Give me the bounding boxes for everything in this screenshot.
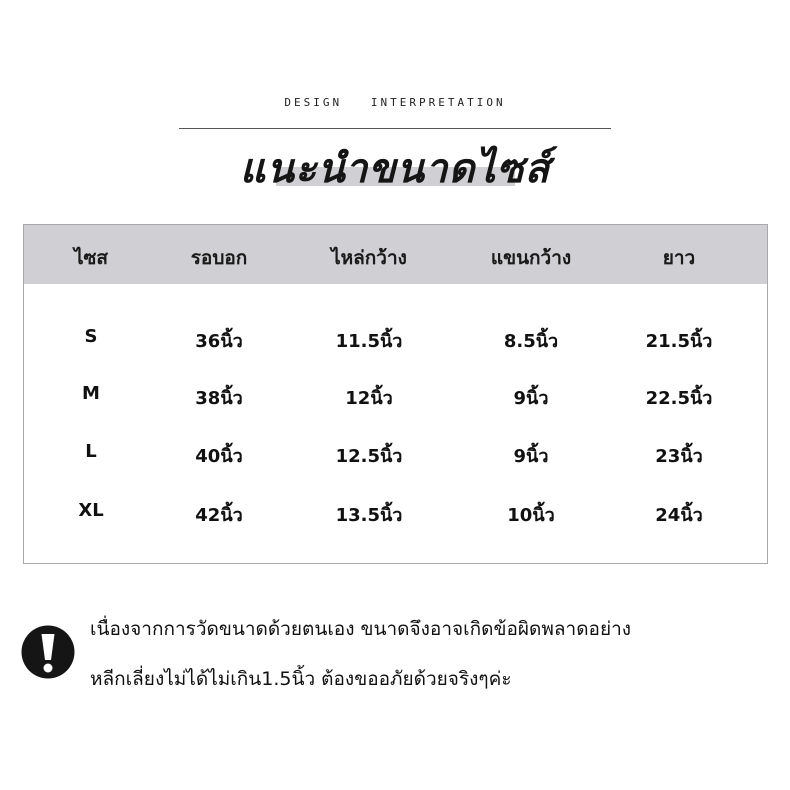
length-cell: 24นิ้ว xyxy=(655,505,703,526)
size-cell: S xyxy=(84,326,98,347)
chest-cell: 38นิ้ว xyxy=(195,388,243,409)
header-size: ไซส xyxy=(73,247,109,269)
size-table xyxy=(23,224,768,564)
chest-cell: 36นิ้ว xyxy=(195,331,243,352)
exclamation-icon xyxy=(21,625,75,679)
header-length: ยาว xyxy=(662,247,696,269)
notice-text-line-2: หลีกเลี่ยงไม่ได้ไม่เกิน1.5นิ้ว ต้องขออภัยด้วยจริงๆค่ะ xyxy=(90,668,512,690)
length-cell: 21.5นิ้ว xyxy=(645,331,713,352)
design-subtitle: DESIGN INTERPRETATION xyxy=(284,96,506,109)
shoulder-cell: 12นิ้ว xyxy=(345,388,393,409)
size-cell: M xyxy=(82,383,100,404)
length-cell: 23นิ้ว xyxy=(655,446,703,467)
notice-text-line-1: เนื่องจากการวัดขนาดด้วยตนเอง ขนาดจึงอาจเกิดข้อผิดพลาดอย่าง xyxy=(90,618,632,640)
size-cell: L xyxy=(85,441,97,462)
sleeve-cell: 8.5นิ้ว xyxy=(503,331,559,352)
size-cell: XL xyxy=(78,500,104,521)
table-header-row xyxy=(24,225,767,284)
header-sleeve: แขนกว้าง xyxy=(490,247,572,269)
chest-cell: 40นิ้ว xyxy=(195,446,243,467)
length-cell: 22.5นิ้ว xyxy=(645,388,713,409)
chest-cell: 42นิ้ว xyxy=(195,505,243,526)
title-divider xyxy=(179,128,611,129)
page-title: แนะนำขนาดไซส์ xyxy=(239,146,551,192)
shoulder-cell: 11.5นิ้ว xyxy=(335,331,403,352)
sleeve-cell: 10นิ้ว xyxy=(507,505,555,526)
shoulder-cell: 13.5นิ้ว xyxy=(335,505,403,526)
header-chest: รอบอก xyxy=(190,247,248,269)
sleeve-cell: 9นิ้ว xyxy=(513,388,549,409)
shoulder-cell: 12.5นิ้ว xyxy=(335,446,403,467)
header-shoulder: ไหล่กว้าง xyxy=(331,247,407,269)
sleeve-cell: 9นิ้ว xyxy=(513,446,549,467)
